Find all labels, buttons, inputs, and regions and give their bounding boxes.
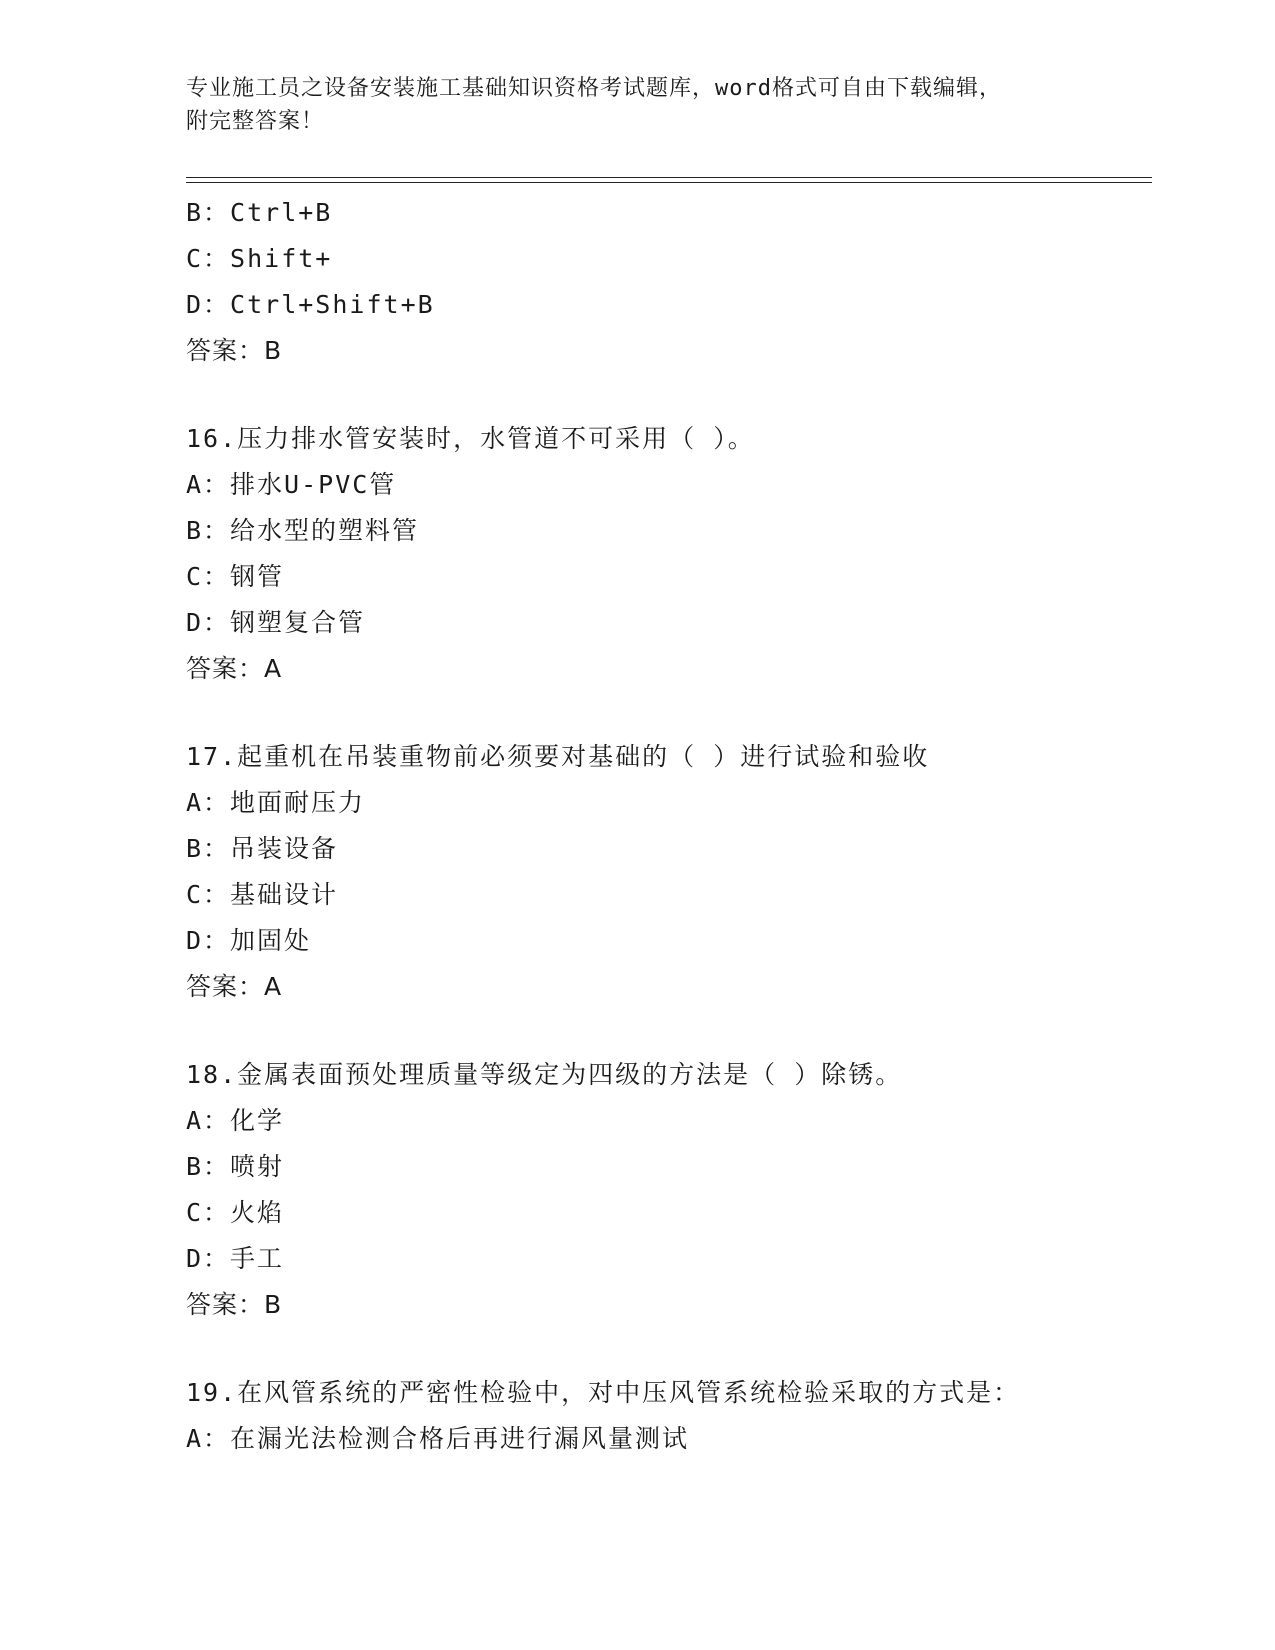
question-list [186,190,1152,1462]
option-d: D：加固处 [186,926,312,955]
answer-line: 答案：B [186,1290,283,1319]
option-c: C：Shift+ [186,244,333,273]
question-18 [186,1052,1152,1328]
option-b: B：吊装设备 [186,834,339,863]
question-16 [186,416,1152,692]
header-divider-bottom [186,182,1152,183]
spacer [186,692,1152,734]
option-c: C：基础设计 [186,880,339,909]
spacer [186,374,1152,416]
answer-line: 答案：A [186,972,283,1001]
header-line-2: 附完整答案！ [186,109,325,134]
option-a: A：排水U-PVC管 [186,470,397,499]
option-a: A：化学 [186,1106,285,1135]
question-19 [186,1370,1152,1462]
option-a: A：地面耐压力 [186,788,366,817]
question-stem: 16.压力排水管安装时，水管道不可采用（ ）。 [186,424,755,453]
question-stem: 17.起重机在吊装重物前必须要对基础的（ ）进行试验和验收 [186,742,930,771]
option-d: D：钢塑复合管 [186,608,366,637]
header-line-1: 专业施工员之设备安装施工基础知识资格考试题库，word格式可自由下载编辑， [186,76,1002,101]
spacer [186,1328,1152,1370]
option-b: B：给水型的塑料管 [186,516,420,545]
option-d: D：Ctrl+Shift+B [186,290,435,319]
header-divider-top [186,177,1152,178]
document-header [186,72,1066,138]
option-c: C：火焰 [186,1198,285,1227]
question-stem: 18.金属表面预处理质量等级定为四级的方法是（ ）除锈。 [186,1060,903,1089]
answer-line: 答案：A [186,654,283,683]
option-b: B：喷射 [186,1152,285,1181]
option-c: C：钢管 [186,562,285,591]
option-a: A：在漏光法检测合格后再进行漏风量测试 [186,1424,690,1453]
option-b: B：Ctrl+B [186,198,333,227]
option-d: D：手工 [186,1244,285,1273]
question-17 [186,734,1152,1010]
spacer [186,1010,1152,1052]
question-stem: 19.在风管系统的严密性检验中，对中压风管系统检验采取的方式是： [186,1378,1021,1407]
question-15-partial [186,190,1152,374]
answer-line: 答案：B [186,336,283,365]
